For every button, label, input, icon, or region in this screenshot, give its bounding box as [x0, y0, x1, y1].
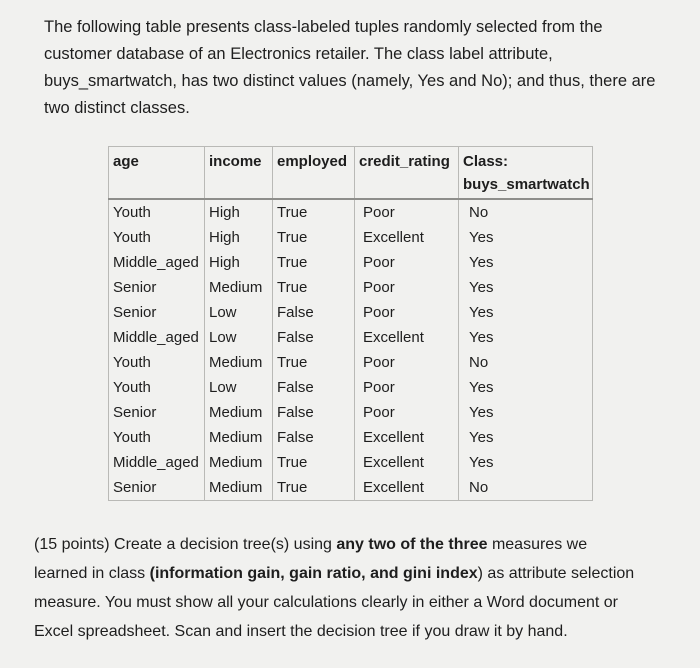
cell-employed: True [273, 250, 355, 275]
intro-line: The following table presents class-labeled tuples randomly selected from the [44, 18, 603, 36]
task-text: learned in class [34, 565, 150, 582]
task-text: measures we [487, 536, 588, 553]
cell-income: Medium [205, 475, 273, 501]
cell-employed: True [273, 475, 355, 501]
cell-credit-rating: Excellent [355, 475, 459, 501]
cell-income: Medium [205, 350, 273, 375]
header-credit-rating: credit_rating [355, 147, 459, 199]
table-row [109, 425, 593, 450]
header-class [459, 147, 593, 199]
cell-credit-rating: Poor [355, 375, 459, 400]
cell-age: Youth [109, 375, 205, 400]
cell-age: Senior [109, 275, 205, 300]
intro-line: customer database of an Electronics retailer. The class label attribute, [44, 45, 553, 63]
data-table-container [108, 146, 592, 501]
cell-income: Medium [205, 275, 273, 300]
cell-class: No [459, 199, 593, 225]
cell-class: Yes [459, 450, 593, 475]
task-emphasis: (information gain, gain ratio, and gini index [149, 565, 478, 582]
cell-credit-rating: Poor [355, 275, 459, 300]
cell-class: Yes [459, 400, 593, 425]
cell-age: Youth [109, 199, 205, 225]
cell-age: Youth [109, 350, 205, 375]
cell-credit-rating: Excellent [355, 325, 459, 350]
cell-class: No [459, 350, 593, 375]
cell-class: Yes [459, 225, 593, 250]
cell-income: Medium [205, 450, 273, 475]
cell-employed: True [273, 450, 355, 475]
cell-class: Yes [459, 425, 593, 450]
header-class-sub: buys_smartwatch [463, 176, 590, 193]
intro-line: buys_smartwatch, has two distinct values (namely, Yes and No); and thus, there are [44, 72, 656, 90]
cell-class: Yes [459, 325, 593, 350]
cell-income: Medium [205, 400, 273, 425]
cell-employed: True [273, 350, 355, 375]
cell-class: Yes [459, 375, 593, 400]
cell-age: Senior [109, 400, 205, 425]
task-text: ) as attribute selection [477, 565, 635, 582]
task-line [34, 559, 674, 588]
cell-income: High [205, 199, 273, 225]
cell-age: Middle_aged [109, 450, 205, 475]
table-row [109, 400, 593, 425]
cell-employed: True [273, 225, 355, 250]
cell-income: High [205, 225, 273, 250]
cell-income: Low [205, 375, 273, 400]
table-row [109, 300, 593, 325]
cell-class: No [459, 475, 593, 501]
cell-credit-rating: Excellent [355, 450, 459, 475]
cell-employed: True [273, 199, 355, 225]
cell-credit-rating: Poor [355, 250, 459, 275]
header-class-label: Class: [463, 153, 509, 170]
cell-income: High [205, 250, 273, 275]
table-header-row [109, 147, 593, 199]
cell-credit-rating: Poor [355, 350, 459, 375]
task-emphasis: any two of the three [336, 536, 488, 553]
cell-credit-rating: Excellent [355, 425, 459, 450]
task-text: (15 points) Create a decision tree(s) using [34, 536, 337, 553]
header-age: age [109, 147, 205, 199]
task-paragraph [34, 530, 674, 646]
cell-income: Medium [205, 425, 273, 450]
cell-class: Yes [459, 300, 593, 325]
task-line: measure. You must show all your calculations clearly in either a Word document or [34, 594, 618, 611]
cell-employed: False [273, 300, 355, 325]
cell-age: Senior [109, 300, 205, 325]
cell-class: Yes [459, 275, 593, 300]
cell-age: Senior [109, 475, 205, 501]
task-line [34, 530, 674, 559]
cell-age: Youth [109, 225, 205, 250]
table-row [109, 250, 593, 275]
cell-income: Low [205, 325, 273, 350]
cell-credit-rating: Poor [355, 400, 459, 425]
cell-credit-rating: Poor [355, 199, 459, 225]
table-row [109, 450, 593, 475]
header-income: income [205, 147, 273, 199]
intro-paragraph [44, 14, 664, 122]
cell-income: Low [205, 300, 273, 325]
header-employed: employed [273, 147, 355, 199]
table-row [109, 350, 593, 375]
table-row [109, 475, 593, 501]
cell-employed: True [273, 275, 355, 300]
training-tuples-table [108, 146, 593, 501]
cell-credit-rating: Poor [355, 300, 459, 325]
cell-credit-rating: Excellent [355, 225, 459, 250]
table-row [109, 325, 593, 350]
cell-age: Middle_aged [109, 325, 205, 350]
cell-class: Yes [459, 250, 593, 275]
table-row [109, 225, 593, 250]
cell-age: Youth [109, 425, 205, 450]
task-line: Excel spreadsheet. Scan and insert the decision tree if you draw it by hand. [34, 623, 568, 640]
intro-line: two distinct classes. [44, 99, 190, 117]
cell-employed: False [273, 400, 355, 425]
cell-employed: False [273, 425, 355, 450]
table-row [109, 199, 593, 225]
cell-employed: False [273, 375, 355, 400]
cell-age: Middle_aged [109, 250, 205, 275]
table-row [109, 275, 593, 300]
cell-employed: False [273, 325, 355, 350]
table-row [109, 375, 593, 400]
